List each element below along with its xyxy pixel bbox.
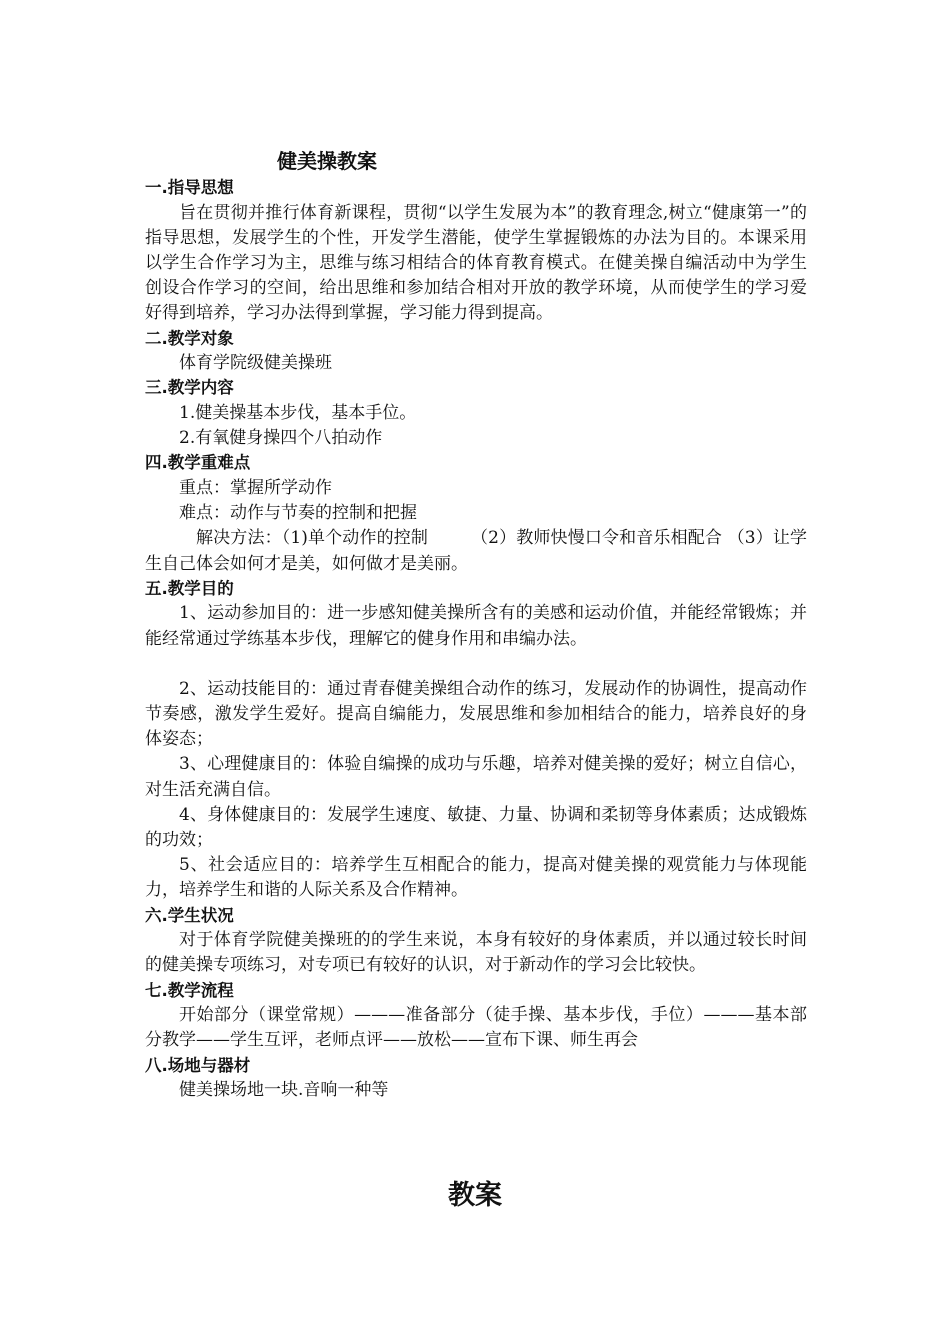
teaching-goal-item: 2、运动技能目的：通过青春健美操组合动作的练习，发展动作的协调性，提高动作节奏感，激发学生爱好。提高自编能力，发展思维和参加相结合的能力，培养良好的身体姿态； (145, 678, 807, 750)
student-status-text: 对于体育学院健美操班的的学生来说，本身有较好的身体素质，并以通过较长时间的健美操专项练习，对专项已有较好的认识，对于新动作的学习会比较快。 (145, 930, 807, 976)
teaching-process-text: 开始部分（课堂常规）———准备部分（徒手操、基本步伐，手位）———基本部分教学——学生互评，老师点评——放松——宣布下课、师生再会 (145, 1005, 807, 1051)
section-heading-teaching-process: 七.教学流程 (145, 980, 234, 1000)
lesson-plan-title: 教案 (448, 1180, 502, 1211)
section-heading-venue-equipment: 八.场地与器材 (145, 1055, 251, 1075)
teaching-object-text: 体育学院级健美操班 (179, 353, 332, 374)
teaching-content-item: 2.有氧健身操四个八拍动作 (179, 428, 383, 449)
section-heading-guiding-ideology: 一.指导思想 (145, 178, 234, 197)
document-content (145, 146, 807, 1103)
solution-method-text: 解决方法：（1)单个动作的控制 （2）教师快慢口令和音乐相配合 （3）让学生自己体会如何才是美，如何做才是美丽。 (145, 528, 807, 574)
teaching-goal-item: 1、运动参加目的：进一步感知健美操所含有的美感和运动价值，并能经常锻炼；并能经常通过学练基本步伐，理解它的健身作用和串编办法。 (145, 603, 807, 649)
section-heading-student-status: 六.学生状况 (145, 905, 234, 925)
teaching-content-item: 1.健美操基本步伐，基本手位。 (179, 403, 417, 423)
teaching-goal-item: 3、心理健康目的：体验自编操的成功与乐趣，培养对健美操的爱好；树立自信心，对生活充满自信。 (145, 754, 807, 800)
teaching-goal-item: 5、社会适应目的：培养学生互相配合的能力，提高对健美操的观赏能力与体现能力，培养学生和谐的人际关系及合作精神。 (145, 855, 807, 901)
section-heading-key-difficult-points: 四.教学重难点 (145, 453, 251, 473)
section-heading-teaching-object: 二.教学对象 (145, 328, 234, 348)
document-title: 健美操教案 (277, 149, 377, 173)
blank-line (145, 652, 807, 677)
section-heading-teaching-goals: 五.教学目的 (145, 578, 234, 598)
teaching-goal-item: 4、身体健康目的：发展学生速度、敏捷、力量、协调和柔韧等身体素质；达成锻炼的功效； (145, 804, 807, 851)
venue-equipment-text: 健美操场地一块.音响一种等 (179, 1080, 389, 1101)
section-heading-teaching-content: 三.教学内容 (145, 378, 234, 398)
difficult-point-text: 难点：动作与节奏的控制和把握 (179, 503, 417, 524)
guiding-ideology-text: 旨在贯彻并推行体育新课程，贯彻“以学生发展为本”的教育理念,树立“健康第一”的指导思想，发展学生的个性，开发学生潜能，使学生掌握锻炼的办法为目的。本课采用以学生合作学习为主，思维与练习相结合的体育教育模式。在健美操自编活动中为学生创设合作学习的空间，给出思维和参加结合相对开放的教学环境，从而使学生的学习爱好得到培养，学习办法得到掌握，学习能力得到提高。 (145, 202, 807, 324)
key-point-text: 重点：掌握所学动作 (179, 478, 332, 498)
